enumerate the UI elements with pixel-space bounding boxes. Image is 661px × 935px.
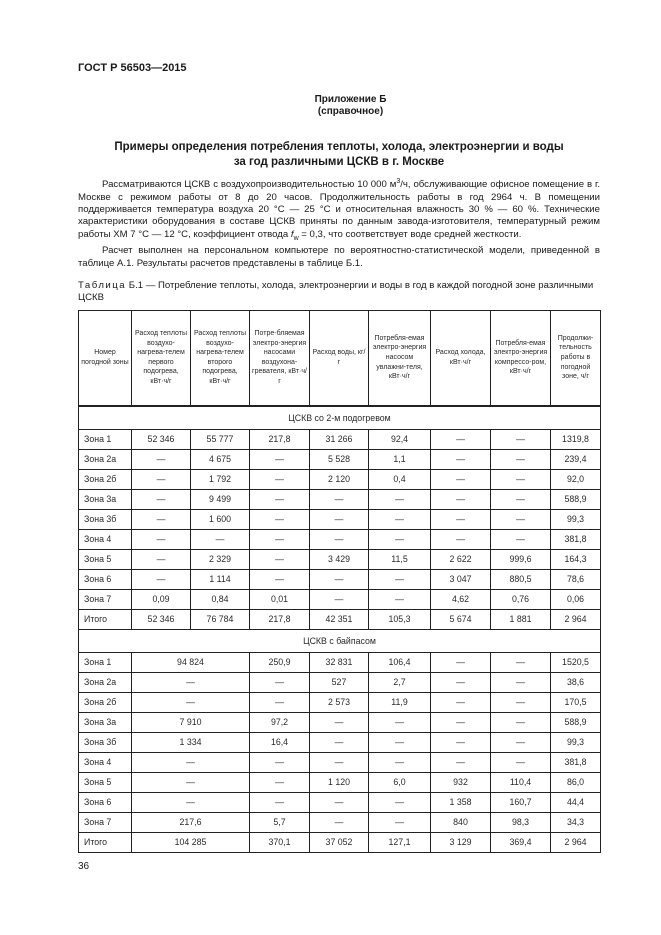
zone-cell: Зона 5 bbox=[79, 772, 132, 792]
value-cell: — bbox=[310, 732, 369, 752]
value-cell: — bbox=[132, 792, 250, 812]
value-cell: — bbox=[431, 732, 491, 752]
value-cell: — bbox=[369, 732, 431, 752]
table-row bbox=[79, 449, 601, 469]
value-cell: 7 910 bbox=[132, 712, 250, 732]
caption-text: Б.1 — Потребление теплоты, холода, электроэнергии и воды в год в каждой погодной зоне различными ЦСКВ bbox=[78, 279, 594, 304]
value-cell: — bbox=[132, 569, 191, 589]
value-cell: 52 346 bbox=[132, 609, 191, 629]
zone-cell: Зона 2б bbox=[79, 469, 132, 489]
table-row bbox=[79, 489, 601, 509]
page-number: 36 bbox=[78, 860, 90, 872]
value-cell: 1 600 bbox=[191, 509, 250, 529]
value-cell: — bbox=[310, 509, 369, 529]
value-cell: 217,8 bbox=[250, 429, 310, 449]
value-cell: 1319,8 bbox=[551, 429, 601, 449]
value-cell: — bbox=[310, 752, 369, 772]
p1-sub: w bbox=[293, 234, 299, 242]
zone-cell: Зона 2а bbox=[79, 449, 132, 469]
table-row bbox=[79, 509, 601, 529]
column-header: Расход теплоты воздухо-нагрева-телем первого подогрева, кВт·ч/г bbox=[132, 310, 191, 406]
value-cell: — bbox=[310, 812, 369, 832]
zone-cell: Зона 4 bbox=[79, 529, 132, 549]
column-header: Расход воды, кг/г bbox=[310, 310, 369, 406]
value-cell: 2,7 bbox=[369, 672, 431, 692]
value-cell: 1 358 bbox=[431, 792, 491, 812]
value-cell: 160,7 bbox=[491, 792, 551, 812]
value-cell: 86,0 bbox=[551, 772, 601, 792]
value-cell: — bbox=[250, 692, 310, 712]
paragraph-1 bbox=[78, 176, 600, 245]
table-row bbox=[79, 469, 601, 489]
zone-cell: Зона 6 bbox=[79, 792, 132, 812]
value-cell: 0,09 bbox=[132, 589, 191, 609]
caption-label: Таблица bbox=[78, 279, 127, 291]
value-cell: 44,4 bbox=[551, 792, 601, 812]
zone-cell: Зона 6 bbox=[79, 569, 132, 589]
value-cell: — bbox=[491, 692, 551, 712]
value-cell: — bbox=[369, 589, 431, 609]
value-cell: 31 266 bbox=[310, 429, 369, 449]
zone-cell: Зона 7 bbox=[79, 589, 132, 609]
value-cell: 94 824 bbox=[132, 652, 250, 672]
value-cell: 37 052 bbox=[310, 832, 369, 852]
value-cell: — bbox=[310, 529, 369, 549]
value-cell: 0,01 bbox=[250, 589, 310, 609]
section-title: ЦСКВ с байпасом bbox=[79, 629, 601, 652]
value-cell: — bbox=[491, 529, 551, 549]
value-cell: — bbox=[431, 529, 491, 549]
value-cell: — bbox=[491, 429, 551, 449]
table-caption bbox=[78, 280, 600, 305]
value-cell: — bbox=[250, 509, 310, 529]
value-cell: — bbox=[431, 489, 491, 509]
value-cell: — bbox=[369, 792, 431, 812]
value-cell: — bbox=[431, 469, 491, 489]
value-cell: 840 bbox=[431, 812, 491, 832]
value-cell: 4 675 bbox=[191, 449, 250, 469]
value-cell: 3 047 bbox=[431, 569, 491, 589]
value-cell: 381,8 bbox=[551, 529, 601, 549]
value-cell: — bbox=[250, 549, 310, 569]
appendix-type: (справочное) bbox=[317, 106, 384, 117]
p1-text-b: /ч, обслуживающие офисное помещение в г. Москве с режимом работы от 8 до 20 часов. Продолжительность работы в год 2964 ч. В помещении поддерживается температура воздуха 20 °С — 25 °С и относительная влажность 30 % — 60 %. Технические характеристики оборудования в составе ЦСКВ приняты по данным завода-изготовителя, температурный режим работы ХМ 7 °С — 12 °С, коэффициент отвода bbox=[78, 179, 600, 240]
value-cell: — bbox=[132, 469, 191, 489]
value-cell: — bbox=[250, 772, 310, 792]
zone-cell: Итого bbox=[79, 609, 132, 629]
value-cell: 2 964 bbox=[551, 609, 601, 629]
table-row bbox=[79, 672, 601, 692]
value-cell: 104 285 bbox=[132, 832, 250, 852]
data-table bbox=[78, 310, 601, 853]
value-cell: — bbox=[369, 489, 431, 509]
value-cell: — bbox=[491, 732, 551, 752]
standard-code: ГОСТ Р 56503—2015 bbox=[78, 62, 187, 74]
zone-cell: Зона 3а bbox=[79, 712, 132, 732]
table-row bbox=[79, 549, 601, 569]
zone-cell: Зона 1 bbox=[79, 429, 132, 449]
value-cell: 170,5 bbox=[551, 692, 601, 712]
value-cell: 1520,5 bbox=[551, 652, 601, 672]
value-cell: 0,84 bbox=[191, 589, 250, 609]
table-row bbox=[79, 529, 601, 549]
value-cell: 42 351 bbox=[310, 609, 369, 629]
paragraph-2 bbox=[78, 245, 600, 270]
value-cell: 5,7 bbox=[250, 812, 310, 832]
value-cell: 0,06 bbox=[551, 589, 601, 609]
table-row bbox=[79, 569, 601, 589]
value-cell: 92,4 bbox=[369, 429, 431, 449]
value-cell: — bbox=[369, 509, 431, 529]
value-cell: — bbox=[310, 712, 369, 732]
value-cell: 11,5 bbox=[369, 549, 431, 569]
value-cell: — bbox=[310, 589, 369, 609]
table-row bbox=[79, 792, 601, 812]
table-row bbox=[79, 812, 601, 832]
p2-text: Расчет выполнен на персональном компьютере по вероятностно-статистической модели, приведенной в таблице А.1. Результаты расчетов представлены в таблице Б.1. bbox=[78, 245, 600, 269]
column-header: Расход теплоты воздухо-нагрева-телем второго подогрева, кВт·ч/г bbox=[191, 310, 250, 406]
table-row bbox=[79, 609, 601, 629]
value-cell: 38,6 bbox=[551, 672, 601, 692]
value-cell: 110,4 bbox=[491, 772, 551, 792]
value-cell: — bbox=[491, 672, 551, 692]
value-cell: 92,0 bbox=[551, 469, 601, 489]
value-cell: — bbox=[431, 752, 491, 772]
value-cell: — bbox=[491, 752, 551, 772]
value-cell: — bbox=[132, 752, 250, 772]
value-cell: 0,4 bbox=[369, 469, 431, 489]
value-cell: 999,6 bbox=[491, 549, 551, 569]
zone-cell: Зона 3а bbox=[79, 489, 132, 509]
value-cell: 9 499 bbox=[191, 489, 250, 509]
value-cell: — bbox=[431, 509, 491, 529]
section-title: ЦСКВ со 2-м подогревом bbox=[79, 406, 601, 430]
value-cell: 127,1 bbox=[369, 832, 431, 852]
value-cell: — bbox=[491, 469, 551, 489]
value-cell: 78,6 bbox=[551, 569, 601, 589]
value-cell: 588,9 bbox=[551, 489, 601, 509]
value-cell: — bbox=[369, 812, 431, 832]
value-cell: 4,62 bbox=[431, 589, 491, 609]
value-cell: 164,3 bbox=[551, 549, 601, 569]
value-cell: — bbox=[431, 449, 491, 469]
table-header-row bbox=[79, 310, 601, 406]
value-cell: — bbox=[250, 489, 310, 509]
section-title bbox=[78, 140, 600, 170]
table-row bbox=[79, 772, 601, 792]
value-cell: 2 622 bbox=[431, 549, 491, 569]
appendix-heading bbox=[0, 94, 661, 118]
zone-cell: Зона 3б bbox=[79, 732, 132, 752]
zone-cell: Зона 3б bbox=[79, 509, 132, 529]
value-cell: 588,9 bbox=[551, 712, 601, 732]
value-cell: — bbox=[250, 672, 310, 692]
value-cell: 527 bbox=[310, 672, 369, 692]
value-cell: — bbox=[132, 509, 191, 529]
value-cell: 1 792 bbox=[191, 469, 250, 489]
title-line-1: Примеры определения потребления теплоты, холода, электроэнергии и воды bbox=[114, 141, 564, 153]
zone-cell: Зона 7 bbox=[79, 812, 132, 832]
table-row bbox=[79, 752, 601, 772]
zone-cell: Зона 4 bbox=[79, 752, 132, 772]
value-cell: 5 674 bbox=[431, 609, 491, 629]
zone-cell: Зона 1 bbox=[79, 652, 132, 672]
value-cell: 1 334 bbox=[132, 732, 250, 752]
column-header: Потребля-емая электро-энергия компрессо-ром, кВт·ч/г bbox=[491, 310, 551, 406]
value-cell: 2 573 bbox=[310, 692, 369, 712]
value-cell: — bbox=[250, 569, 310, 589]
value-cell: 97,2 bbox=[250, 712, 310, 732]
value-cell: — bbox=[250, 449, 310, 469]
value-cell: 1,1 bbox=[369, 449, 431, 469]
value-cell: — bbox=[369, 569, 431, 589]
value-cell: 880,5 bbox=[491, 569, 551, 589]
table-row bbox=[79, 589, 601, 609]
appendix-title: Приложение Б bbox=[314, 94, 387, 105]
table-row bbox=[79, 832, 601, 852]
table-row bbox=[79, 429, 601, 449]
value-cell: — bbox=[132, 449, 191, 469]
value-cell: 5 528 bbox=[310, 449, 369, 469]
value-cell: 34,3 bbox=[551, 812, 601, 832]
zone-cell: Зона 2а bbox=[79, 672, 132, 692]
value-cell: — bbox=[250, 752, 310, 772]
value-cell: 0,76 bbox=[491, 589, 551, 609]
value-cell: 6,0 bbox=[369, 772, 431, 792]
value-cell: 3 129 bbox=[431, 832, 491, 852]
value-cell: 99,3 bbox=[551, 509, 601, 529]
value-cell: — bbox=[369, 752, 431, 772]
value-cell: 370,1 bbox=[250, 832, 310, 852]
value-cell: 1 114 bbox=[191, 569, 250, 589]
section-row bbox=[79, 629, 601, 652]
value-cell: — bbox=[431, 712, 491, 732]
value-cell: — bbox=[132, 772, 250, 792]
value-cell: 250,9 bbox=[250, 652, 310, 672]
table-row bbox=[79, 692, 601, 712]
table-row bbox=[79, 732, 601, 752]
value-cell: 11,9 bbox=[369, 692, 431, 712]
value-cell: — bbox=[431, 652, 491, 672]
value-cell: — bbox=[132, 549, 191, 569]
value-cell: 2 329 bbox=[191, 549, 250, 569]
value-cell: 106,4 bbox=[369, 652, 431, 672]
value-cell: — bbox=[491, 489, 551, 509]
value-cell: — bbox=[431, 692, 491, 712]
value-cell: — bbox=[310, 489, 369, 509]
value-cell: — bbox=[132, 489, 191, 509]
value-cell: 217,8 bbox=[250, 609, 310, 629]
value-cell: — bbox=[310, 792, 369, 812]
table-row bbox=[79, 652, 601, 672]
value-cell: — bbox=[491, 712, 551, 732]
value-cell: 2 964 bbox=[551, 832, 601, 852]
value-cell: — bbox=[250, 529, 310, 549]
value-cell: — bbox=[132, 692, 250, 712]
zone-cell: Итого bbox=[79, 832, 132, 852]
value-cell: 932 bbox=[431, 772, 491, 792]
value-cell: — bbox=[491, 449, 551, 469]
column-header: Продолжи-тельность работы в погодной зоне, ч/г bbox=[551, 310, 601, 406]
value-cell: — bbox=[250, 469, 310, 489]
value-cell: 381,8 bbox=[551, 752, 601, 772]
value-cell: — bbox=[369, 712, 431, 732]
title-line-2: за год различными ЦСКВ в г. Москве bbox=[233, 156, 445, 168]
column-header: Потре-бляемая электро-энергия насосами воздухона-гревателя, кВт·ч/г bbox=[250, 310, 310, 406]
value-cell: 99,3 bbox=[551, 732, 601, 752]
value-cell: 98,3 bbox=[491, 812, 551, 832]
value-cell: — bbox=[191, 529, 250, 549]
value-cell: — bbox=[310, 569, 369, 589]
value-cell: — bbox=[431, 429, 491, 449]
column-header: Расход холода, кВт·ч/г bbox=[431, 310, 491, 406]
p1-text-c: = 0,3, что соответствует воде средней жесткости. bbox=[298, 228, 522, 240]
p1-text-a: Рассматриваются ЦСКВ с воздухопроизводительностью 10 000 м bbox=[101, 179, 397, 191]
value-cell: 2 120 bbox=[310, 469, 369, 489]
value-cell: — bbox=[132, 672, 250, 692]
value-cell: 32 831 bbox=[310, 652, 369, 672]
value-cell: — bbox=[369, 529, 431, 549]
value-cell: 55 777 bbox=[191, 429, 250, 449]
value-cell: 3 429 bbox=[310, 549, 369, 569]
value-cell: 239,4 bbox=[551, 449, 601, 469]
value-cell: 52 346 bbox=[132, 429, 191, 449]
value-cell: — bbox=[431, 672, 491, 692]
value-cell: 76 784 bbox=[191, 609, 250, 629]
value-cell: — bbox=[491, 509, 551, 529]
value-cell: — bbox=[132, 529, 191, 549]
page-body bbox=[78, 140, 600, 872]
column-header: Номер погодной зоны bbox=[79, 310, 132, 406]
value-cell: 1 881 bbox=[491, 609, 551, 629]
column-header: Потребля-емая электро-энергия насосом увлажни-теля, кВт·ч/г bbox=[369, 310, 431, 406]
table-row bbox=[79, 712, 601, 732]
value-cell: — bbox=[250, 792, 310, 812]
p1-symbol: f bbox=[290, 228, 294, 240]
zone-cell: Зона 5 bbox=[79, 549, 132, 569]
p1-sup: 3 bbox=[396, 178, 401, 185]
zone-cell: Зона 2б bbox=[79, 692, 132, 712]
value-cell: 1 120 bbox=[310, 772, 369, 792]
value-cell: — bbox=[491, 652, 551, 672]
value-cell: 217,6 bbox=[132, 812, 250, 832]
value-cell: 16,4 bbox=[250, 732, 310, 752]
value-cell: 105,3 bbox=[369, 609, 431, 629]
section-row bbox=[79, 406, 601, 430]
value-cell: 369,4 bbox=[491, 832, 551, 852]
